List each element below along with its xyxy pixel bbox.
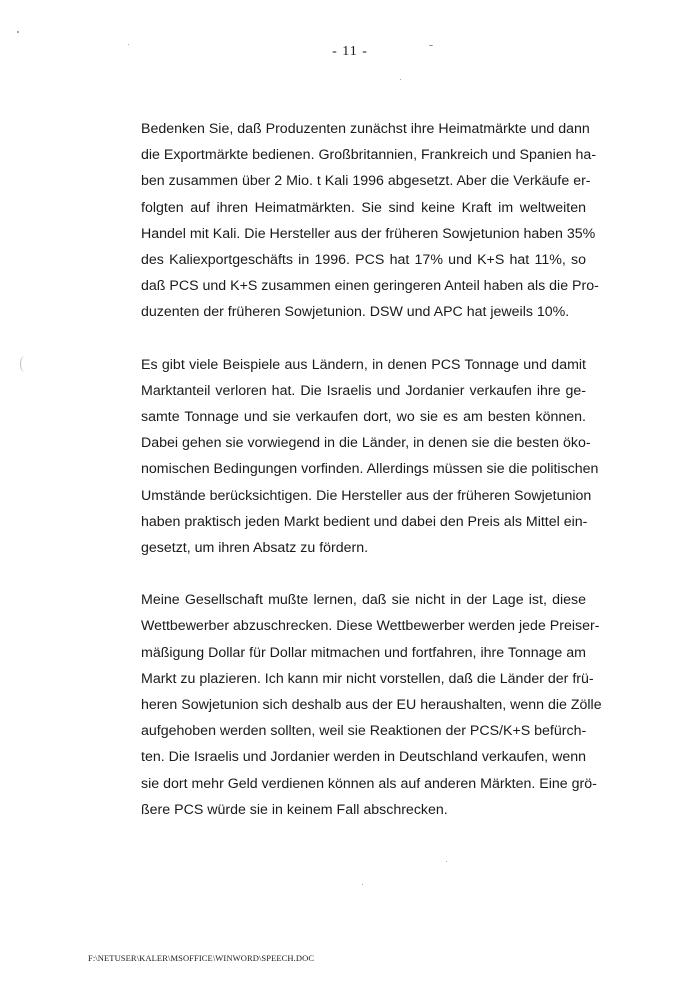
scan-speck [446, 861, 447, 862]
scan-margin-mark [20, 356, 29, 372]
paragraph-spacer [141, 561, 586, 587]
scan-speck [429, 45, 433, 46]
text-line: Handel mit Kali. Die Hersteller aus der früheren Sowjetunion haben 35% [141, 225, 596, 242]
text-line: ben zusammen über 2 Mio. t Kali 1996 abgesetzt. Aber die Verkäufe er- [141, 173, 591, 190]
text-line: Es gibt viele Beispiele aus Ländern, in denen PCS Tonnage und damit [141, 356, 586, 373]
paragraph-2 [141, 352, 599, 562]
text-line: Wettbewerber abzuschrecken. Diese Wettbewerber werden jede Preiser- [141, 618, 600, 635]
text-line: Dabei gehen sie vorwiegend in die Länder, in denen sie die besten öko- [141, 435, 591, 452]
paragraph-spacer [141, 326, 586, 352]
text-line: Markt zu plazieren. Ich kann mir nicht vorstellen, daß die Länder der frü- [141, 670, 594, 687]
scan-speck [17, 31, 19, 33]
text-line: haben praktisch jeden Markt bedient und dabei den Preis als Mittel ein- [141, 513, 588, 530]
scan-speck [362, 884, 363, 885]
text-line: duzenten der früheren Sowjetunion. DSW und APC hat jeweils 10%. [141, 304, 570, 321]
page-number: - 11 - [332, 44, 368, 59]
paragraph-1 [141, 116, 599, 326]
scan-speck [400, 79, 401, 80]
text-line: Marktanteil verloren hat. Die Israelis und Jordanier verkaufen ihre ge- [141, 382, 586, 399]
scan-speck [128, 44, 129, 45]
text-line: sie dort mehr Geld verdienen können als auf anderen Märkten. Eine grö- [141, 775, 597, 792]
text-line: daß PCS und K+S zusammen einen geringeren Anteil haben als die Pro- [141, 278, 599, 295]
text-line: gesetzt, um ihren Absatz zu fördern. [141, 540, 369, 557]
text-line: ßere PCS würde sie in keinem Fall abschrecken. [141, 801, 448, 818]
text-line: des Kaliexportgeschäfts in 1996. PCS hat 17% und K+S hat 11%, so [141, 252, 586, 269]
text-line: heren Sowjetunion sich deshalb aus der EU heraushalten, wenn die Zölle [141, 697, 602, 714]
footer-file-path: F:\NETUSER\KALER\MSOFFICE\WINWORD\SPEECH.DOC [88, 953, 315, 963]
text-line: die Exportmärkte bedienen. Großbritannien, Frankreich und Spanien ha- [141, 147, 597, 164]
text-line: folgten auf ihren Heimatmärkten. Sie sind keine Kraft im weltweiten [141, 199, 586, 216]
text-line: Bedenken Sie, daß Produzenten zunächst ihre Heimatmärkte und dann [141, 121, 590, 137]
text-line: nomischen Bedingungen vorfinden. Allerdings müssen sie die politischen [141, 461, 599, 478]
text-line: mäßigung Dollar für Dollar mitmachen und fortfahren, ihre Tonnage am [141, 644, 586, 661]
paragraph-3 [141, 587, 602, 823]
text-line: aufgehoben werden sollten, weil sie Reaktionen der PCS/K+S befürch- [141, 723, 587, 740]
text-line: Umstände berücksichtigen. Die Hersteller aus der früheren Sowjetunion [141, 487, 592, 504]
body-text [141, 116, 602, 823]
text-line: samte Tonnage und sie verkaufen dort, wo sie es am besten können. [141, 409, 586, 426]
text-line: Meine Gesellschaft mußte lernen, daß sie nicht in der Lage ist, diese [141, 592, 586, 609]
text-line: ten. Die Israelis und Jordanier werden in Deutschland verkaufen, wenn [141, 749, 586, 766]
